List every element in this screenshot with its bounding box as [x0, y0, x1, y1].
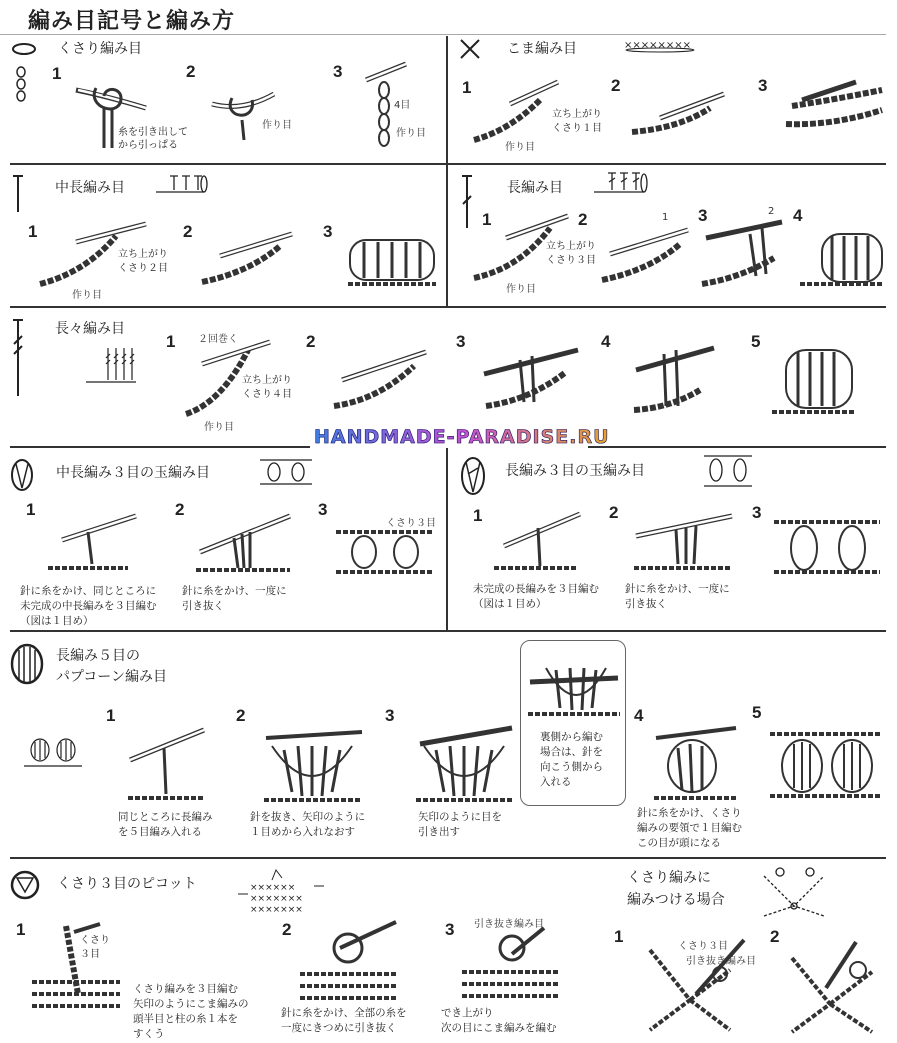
- chain-attach-title-line2: 編みつける場合: [627, 892, 725, 908]
- sc-step-1: 1: [462, 78, 472, 97]
- chain-attach-step-2: 2: [770, 927, 780, 946]
- divider-h1: [10, 163, 886, 165]
- chain-step2-illustration: [212, 84, 276, 144]
- hdc-bobble-symbol-icon: [10, 458, 34, 492]
- hdc-row-symbol-icon: [156, 172, 208, 196]
- svg-text:××××××: ××××××: [250, 883, 296, 893]
- picot-step-1: 1: [16, 920, 26, 939]
- popcorn-step-5: 5: [752, 703, 762, 722]
- tr-symbol-icon: [11, 318, 25, 398]
- divider-h3a: [10, 446, 310, 448]
- dc-bobble-title: 長編み３目の玉編み目: [505, 463, 645, 479]
- hdc-step-1: 1: [28, 222, 38, 241]
- sc-turning-label: 立ち上がり くさり１目: [552, 109, 602, 134]
- chain-foundation2-label: 作り目: [396, 128, 426, 139]
- dc-bobble-step2-illustration: [632, 506, 736, 574]
- tr-turning-label: 立ち上がり くさり４目: [242, 375, 292, 400]
- divider-h4: [10, 630, 886, 632]
- chain-foundation-label: 作り目: [262, 120, 292, 131]
- hdc-step-3: 3: [323, 222, 333, 241]
- sc-title: こま編み目: [507, 41, 577, 57]
- sc-step-3: 3: [758, 76, 768, 95]
- dc-bobble-step-1: 1: [473, 506, 483, 525]
- dc-step3-illustration: [700, 218, 784, 288]
- hdc-bobble-step1-illustration: [48, 508, 138, 574]
- dc-bobble-step-3: 3: [752, 503, 762, 522]
- picot-step-3: 3: [445, 920, 455, 939]
- dc-step-4: 4: [793, 206, 803, 225]
- dc-title: 長編み目: [507, 180, 563, 196]
- popcorn-step-3: 3: [385, 706, 395, 725]
- dc-step-2: 2: [578, 210, 588, 229]
- hdc-bobble-chain3-label: くさり３目: [386, 518, 436, 529]
- popcorn-symbol-icon: [10, 642, 44, 686]
- dc-step-3: 3: [698, 206, 708, 225]
- tr-step-2: 2: [306, 332, 316, 351]
- dc-arrow-1: 1: [662, 212, 669, 223]
- tr-row-symbol-icon: [86, 344, 138, 384]
- popcorn-step-2: 2: [236, 706, 246, 725]
- picot-caption-2: 針に糸をかけ、全部の糸を 一度にきつめに引き抜く: [281, 1007, 407, 1034]
- svg-text:×××××××: ×××××××: [250, 894, 303, 904]
- dc-bobble-step1-illustration: [494, 506, 584, 574]
- popcorn-step-1: 1: [106, 706, 116, 725]
- dc-bobble-step3-illustration: [772, 510, 882, 578]
- hdc-symbol-icon: [12, 174, 24, 214]
- divider-h5: [10, 857, 886, 859]
- picot-caption-3: でき上がり 次の目にこま編みを編む: [441, 1007, 557, 1034]
- hdc-foundation-label: 作り目: [72, 290, 102, 301]
- dc-foundation-label: 作り目: [506, 284, 536, 295]
- divider-v2: [446, 448, 448, 630]
- chain-attach-step1-illustration: [640, 930, 750, 1034]
- chain-step-1: 1: [52, 64, 62, 83]
- dc-step4-illustration: [798, 226, 886, 290]
- sc-step2-illustration: [630, 88, 726, 142]
- chain-attach-slip-label: 引き抜き編み目: [686, 956, 756, 967]
- popcorn-caption-1: 同じところに長編み を５目編み入れる: [118, 811, 213, 838]
- picot-row-symbol-icon: [238, 868, 326, 916]
- divider-h2: [10, 306, 886, 308]
- dc-step2-illustration: [600, 220, 690, 284]
- hdc-bobble-step-3: 3: [318, 500, 328, 519]
- sc-step-2: 2: [611, 76, 621, 95]
- popcorn-step5-illustration: [768, 722, 884, 802]
- hdc-step-2: 2: [183, 222, 193, 241]
- chain-yarn-note: 糸を引き出して から引っぱる: [118, 127, 188, 151]
- chain-step-2: 2: [186, 62, 196, 81]
- picot-symbol-icon: [10, 870, 40, 900]
- watermark: HANDMADE-PARADISE.RU: [314, 426, 610, 448]
- chain-attach-title-line1: くさり編みに: [627, 870, 711, 886]
- hdc-bobble-step-2: 2: [175, 500, 185, 519]
- popcorn-title-line1: 長編み５目の: [56, 648, 140, 664]
- chain-step-3: 3: [333, 62, 343, 81]
- divider-v1: [446, 36, 448, 306]
- hdc-bobble-step2-illustration: [194, 508, 294, 576]
- hdc-bobble-step3-illustration: [334, 516, 434, 576]
- popcorn-caption-4: 針に糸をかけ、くさり 編みの要領で１目編む この目が頭になる: [637, 807, 742, 849]
- tr-step-5: 5: [751, 332, 761, 351]
- dc-turning-label: 立ち上がり くさり３目: [546, 241, 596, 266]
- picot-caption-1: くさり編みを３目編む 矢印のようにこま編みの 頭半目と柱の糸１本を すくう: [133, 983, 249, 1040]
- tr-title: 長々編み目: [55, 321, 125, 337]
- picot-step3-illustration: [462, 924, 562, 1004]
- tr-step-4: 4: [601, 332, 611, 351]
- divider-h3b: [588, 446, 886, 448]
- hdc-bobble-title: 中長編み３目の玉編み目: [56, 465, 210, 481]
- hdc-title: 中長編み目: [55, 180, 125, 196]
- chain-attach-step-1: 1: [614, 927, 624, 946]
- popcorn-title-line2: パプコーン編み目: [56, 669, 168, 685]
- hdc-turning-label: 立ち上がり くさり２目: [118, 249, 168, 274]
- dc-bobble-step-2: 2: [609, 503, 619, 522]
- dc-bobble-caption-2: 針に糸をかけ、一度に 引き抜く: [625, 583, 730, 610]
- sc-symbol-icon: [459, 38, 481, 60]
- hdc-bobble-row-symbol-icon: [258, 458, 314, 486]
- tr-step2-illustration: [328, 344, 428, 412]
- sc-step3-illustration: [782, 80, 886, 136]
- popcorn-caption-2: 針を抜き、矢印のように １目めから入れなおす: [250, 811, 366, 838]
- popcorn-reverse-illustration: [526, 652, 622, 718]
- popcorn-step2-illustration: [262, 726, 366, 804]
- svg-text:×××××××: ×××××××: [250, 905, 303, 915]
- page-title: 編み目記号と編み方: [28, 9, 236, 34]
- dc-bobble-row-symbol-icon: [704, 454, 752, 490]
- hdc-step2-illustration: [200, 226, 294, 286]
- tr-step5-illustration: [770, 340, 856, 418]
- hdc-step3-illustration: [344, 226, 440, 288]
- popcorn-step3-illustration: [414, 724, 514, 804]
- chain-row-symbol-icon: [15, 66, 27, 102]
- dc-bobble-symbol-icon: [460, 456, 486, 496]
- chain-title: くさり編み目: [58, 41, 142, 57]
- picot-chain3-label: くさり ３目: [80, 935, 110, 960]
- tr-step-1: 1: [166, 332, 176, 351]
- title-underline: [0, 34, 886, 35]
- sc-row-symbol-icon: [624, 38, 696, 52]
- popcorn-caption-3: 矢印のように目を 引き出す: [418, 811, 502, 838]
- sc-foundation-label: 作り目: [505, 142, 535, 153]
- hdc-bobble-caption-2: 針に糸をかけ、一度に 引き抜く: [182, 585, 287, 612]
- hdc-bobble-caption-1: 針に糸をかけ、同じところに 未完成の中長編みを３目編む （図は１目め）: [20, 585, 157, 627]
- svg-text:××××××××: ××××××××: [624, 40, 692, 51]
- picot-title: くさり３目のピコット: [57, 876, 197, 892]
- hdc-bobble-step-1: 1: [26, 500, 36, 519]
- popcorn-step-4: 4: [634, 706, 644, 725]
- popcorn-row-symbol-icon: [24, 736, 82, 768]
- tr-step3-illustration: [480, 344, 580, 412]
- dc-bobble-caption-1: 未完成の長編みを３目編む （図は１目め）: [473, 583, 599, 610]
- picot-step-2: 2: [282, 920, 292, 939]
- picot-slip-label: 引き抜き編み目: [474, 919, 544, 930]
- chain-attach-step2-illustration: [786, 938, 886, 1036]
- dc-step-1: 1: [482, 210, 492, 229]
- chain-attach-chain3-label: くさり３目: [678, 941, 728, 952]
- tr-step4-illustration: [630, 340, 716, 416]
- tr-foundation-label: 作り目: [204, 422, 234, 433]
- chain-attach-symbol-icon: [760, 866, 830, 922]
- chain-stitch-symbol-icon: [12, 42, 36, 56]
- dc-arrow-2: 2: [768, 206, 775, 217]
- popcorn-box-note: 裏側から編む 場合は、針を 向こう側から 入れる: [540, 731, 603, 788]
- chain-count-label: 4目: [394, 100, 411, 111]
- popcorn-step1-illustration: [126, 728, 206, 804]
- dc-row-symbol-icon: [594, 170, 648, 196]
- tr-step-3: 3: [456, 332, 466, 351]
- picot-step2-illustration: [300, 918, 400, 1008]
- tr-wraps-label: ２回巻く: [198, 334, 238, 345]
- popcorn-step4-illustration: [652, 720, 738, 802]
